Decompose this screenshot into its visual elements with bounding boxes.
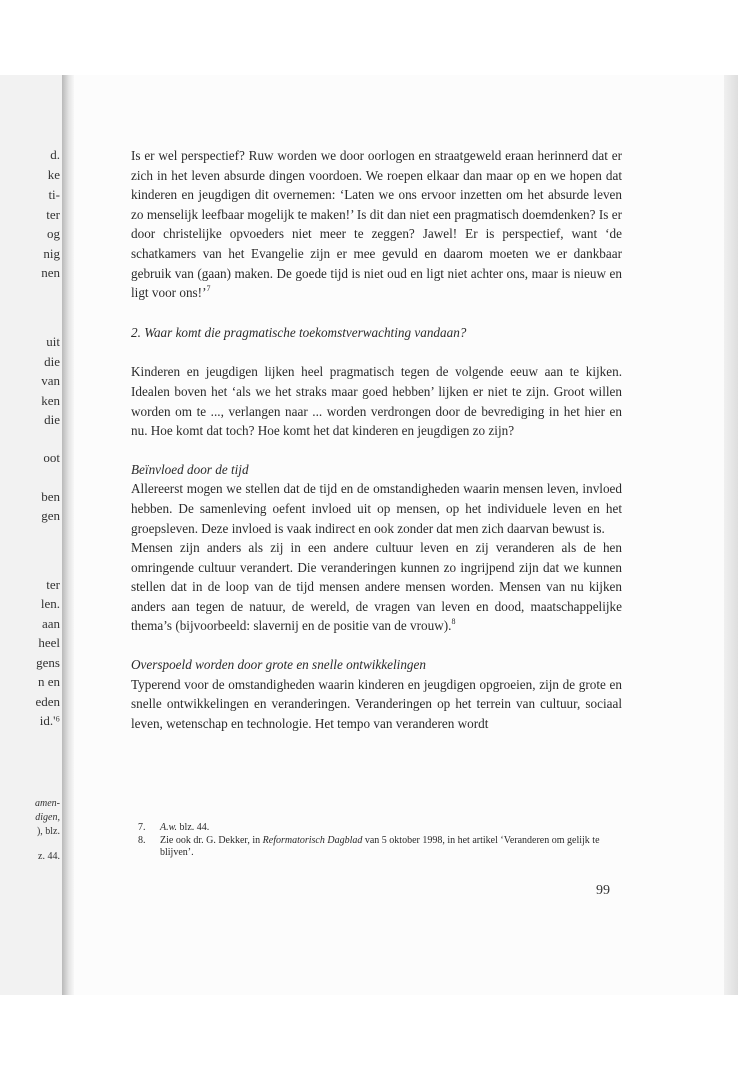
left-fragment: heel — [38, 635, 60, 650]
left-fragment: uit — [46, 334, 60, 349]
body-text — [131, 146, 622, 733]
left-fragment: digen, — [35, 812, 60, 823]
footnote: 7. A.w. blz. 44. — [131, 822, 622, 835]
left-fragment: n en — [37, 674, 60, 689]
left-fragment: ter — [46, 207, 60, 222]
page-edge — [724, 75, 738, 995]
left-fragment: og — [47, 226, 60, 241]
left-fragment: len. — [40, 596, 60, 611]
left-fragment: nen — [41, 265, 60, 280]
subheading: Overspoeld worden door grote en snelle ontwikkelingen — [131, 657, 426, 673]
left-fragment: ter — [46, 577, 60, 592]
left-fragment: gen — [41, 508, 60, 523]
subheading: Beïnvloed door de tijd — [131, 461, 249, 477]
footnotes — [131, 822, 622, 860]
left-fragment: id.'⁶ — [39, 713, 60, 728]
left-page-edge — [0, 75, 62, 995]
left-fragment: ben — [41, 489, 60, 504]
left-fragment: van — [41, 373, 60, 388]
left-fragment: ), blz. — [36, 826, 60, 837]
left-fragment: z. 44. — [38, 851, 60, 862]
footnote: 8. Zie ook dr. G. Dekker, in Reformatorisch Dagblad van 5 oktober 1998, in het artikel ‘Veranderen om gelijk te blijven’. — [131, 835, 622, 860]
paragraph: Kinderen en jeugdigen lijken heel pragmatisch tegen de volgende eeuw aan te kijken. Idealen boven het ‘als we het straks maar goed hebben’ lijken er niet te zijn. Groot willen worden om te ..., verlangen naar ... worden verdrongen door de bevrediging in het hier en nu. Hoe komt dat toch? Hoe komt het dat kinderen en jeugdigen zo zijn? — [131, 364, 622, 439]
left-fragment: aan — [41, 616, 60, 631]
section-heading: 2. Waar komt die pragmatische toekomstverwachting vandaan? — [131, 324, 467, 340]
paragraph: Typerend voor de omstandigheden waarin kinderen en jeugdigen opgroeien, zijn de grote en snelle ontwikkelingen en veranderingen. Veranderingen op het terrein van cultuur, sociaal leven, wetenschap en technologie. Het tempo van veranderen wordt — [131, 676, 622, 731]
footnote-ref: 7 — [206, 284, 211, 294]
footnote-source: Reformatorisch Dagblad — [262, 834, 363, 846]
footnote-source: A.w. — [160, 822, 178, 833]
footnote-number: 8. — [138, 834, 146, 846]
left-fragment: ken — [41, 393, 60, 408]
left-fragment: ke — [47, 167, 60, 182]
left-fragment: die — [44, 354, 60, 369]
paragraph: Allereerst mogen we stellen dat de tijd en de omstandigheden waarin mensen leven, invloed hebben. De samenleving oefent invloed uit op mensen, op het individuele leven en het groepsleven. Deze invloed is vaak indirect en ook zonder dat men zich daarvan bewust is. — [131, 481, 622, 536]
page-number: 99 — [596, 883, 610, 898]
left-fragment: eden — [35, 694, 60, 709]
left-fragment: d. — [50, 147, 60, 162]
left-fragment: amen- — [35, 798, 60, 809]
footnote-number: 7. — [138, 822, 146, 833]
left-fragment: die — [44, 412, 60, 427]
left-fragment: gens — [36, 655, 60, 670]
paragraph: Mensen zijn anders als zij in een andere cultuur leven en zij veranderen als de hen omringende cultuur verandert. Die veranderingen kunnen zo ingrijpend zijn dat we kunnen stellen dat in de loop van de tijd mensen andere mensen worden. Mensen van nu kijken anders aan tegen de natuur, de wereld, de vragen van leven en dood, maatschappelijke thema’s (bijvoorbeeld: slavernij en de positie van de vrouw).$^8$ — [131, 540, 622, 634]
book-gutter — [62, 75, 74, 995]
left-fragment: oot — [43, 450, 60, 465]
left-fragment: nig — [43, 246, 60, 261]
left-fragment: ti- — [48, 187, 60, 202]
paragraph: Is er wel perspectief? Ruw worden we door oorlogen en straatgeweld eraan herinnerd dat er zich in het leven absurde dingen voordoen. We roepen elkaar dan maar op en we hopen dat kinderen en jeugdigen dit overnemen: ‘Laten we ons ervoor inzetten om het absurde leven zo menselijk leefbaar mogelijk te maken!’ Is dit dan niet een pragmatisch doemdenken? Is er door christelijke opvoeders niet meer te zeggen? Jawel! Er is perspectief, want ‘de schatkamers van het Evangelie zijn er mee gevuld en daarom moeten we er dankbaar gebruik van (gaan) maken. De goede tijd is niet oud en ligt niet achter ons, maar is nieuw en ligt voor ons!’$^7$ — [131, 148, 622, 301]
footnote-ref: 8 — [451, 617, 456, 627]
